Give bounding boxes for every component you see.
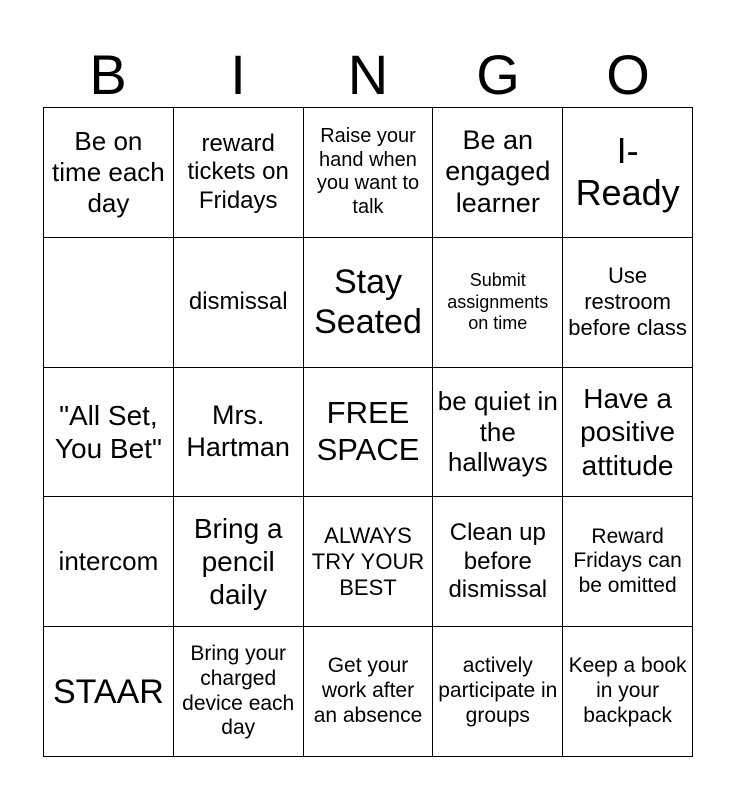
- header-letter-i: I: [230, 43, 246, 106]
- bingo-board: [43, 107, 693, 757]
- cell-text: Submit assignments on time: [447, 270, 549, 333]
- cell-text: Bring your charged device each day: [182, 642, 295, 740]
- bingo-cell[interactable]: [44, 238, 174, 368]
- bingo-cell[interactable]: [433, 238, 563, 368]
- bingo-cell[interactable]: [304, 497, 434, 627]
- cell-text: Be an engaged learner: [445, 124, 551, 219]
- header-letter-o: O: [606, 43, 650, 106]
- bingo-cell[interactable]: [433, 108, 563, 238]
- cell-text: Have a positive attitude: [580, 383, 676, 481]
- bingo-cell[interactable]: [304, 238, 434, 368]
- bingo-cell[interactable]: [563, 497, 693, 627]
- bingo-cell[interactable]: [433, 497, 563, 627]
- header-letter-n: N: [347, 43, 389, 106]
- cell-text: reward tickets on Fridays: [187, 129, 289, 214]
- cell-text: Bring a pencil daily: [193, 513, 283, 611]
- bingo-cell[interactable]: [563, 108, 693, 238]
- cell-text: be quiet in the hallways: [437, 385, 558, 478]
- cell-text: Mrs. Hartman: [186, 400, 290, 462]
- cell-text: Be on time each day: [52, 126, 165, 218]
- bingo-cell[interactable]: [174, 497, 304, 627]
- bingo-cell[interactable]: [174, 108, 304, 238]
- cell-text: dismissal: [188, 288, 288, 316]
- bingo-cell[interactable]: [304, 368, 434, 498]
- cell-text: Get your work after an absence: [313, 654, 423, 727]
- cell-text: Stay Seated: [314, 263, 422, 342]
- bingo-cell[interactable]: [563, 368, 693, 498]
- header-letter-g: G: [476, 43, 520, 106]
- cell-text: STAAR: [52, 672, 164, 711]
- bingo-cell[interactable]: [174, 368, 304, 498]
- cell-text: Clean up before dismissal: [448, 519, 548, 603]
- bingo-cell[interactable]: [174, 627, 304, 757]
- bingo-cell[interactable]: [304, 627, 434, 757]
- bingo-cell[interactable]: [433, 627, 563, 757]
- bingo-cell[interactable]: [304, 108, 434, 238]
- header-letter-b: B: [89, 43, 127, 106]
- cell-text: "All Set, You Bet": [54, 399, 162, 464]
- cell-text: ALWAYS TRY YOUR BEST: [311, 522, 425, 600]
- cell-text: FREE SPACE: [316, 395, 420, 467]
- bingo-cell[interactable]: [44, 497, 174, 627]
- bingo-cell[interactable]: [433, 368, 563, 498]
- bingo-cell[interactable]: [44, 368, 174, 498]
- bingo-cell[interactable]: [44, 627, 174, 757]
- bingo-header: [43, 42, 693, 108]
- bingo-cell[interactable]: [563, 238, 693, 368]
- cell-text: Raise your hand when you want to talk: [316, 125, 420, 218]
- cell-text: Reward Fridays can be omitted: [573, 524, 682, 598]
- bingo-cell[interactable]: [563, 627, 693, 757]
- bingo-cell[interactable]: [174, 238, 304, 368]
- cell-text: intercom: [58, 546, 159, 577]
- cell-text: actively participate in groups: [438, 654, 558, 727]
- cell-text: I-Ready: [575, 129, 680, 214]
- bingo-cell[interactable]: [44, 108, 174, 238]
- cell-text: Use restroom before class: [568, 263, 687, 341]
- cell-text: Keep a book in your backpack: [568, 654, 687, 727]
